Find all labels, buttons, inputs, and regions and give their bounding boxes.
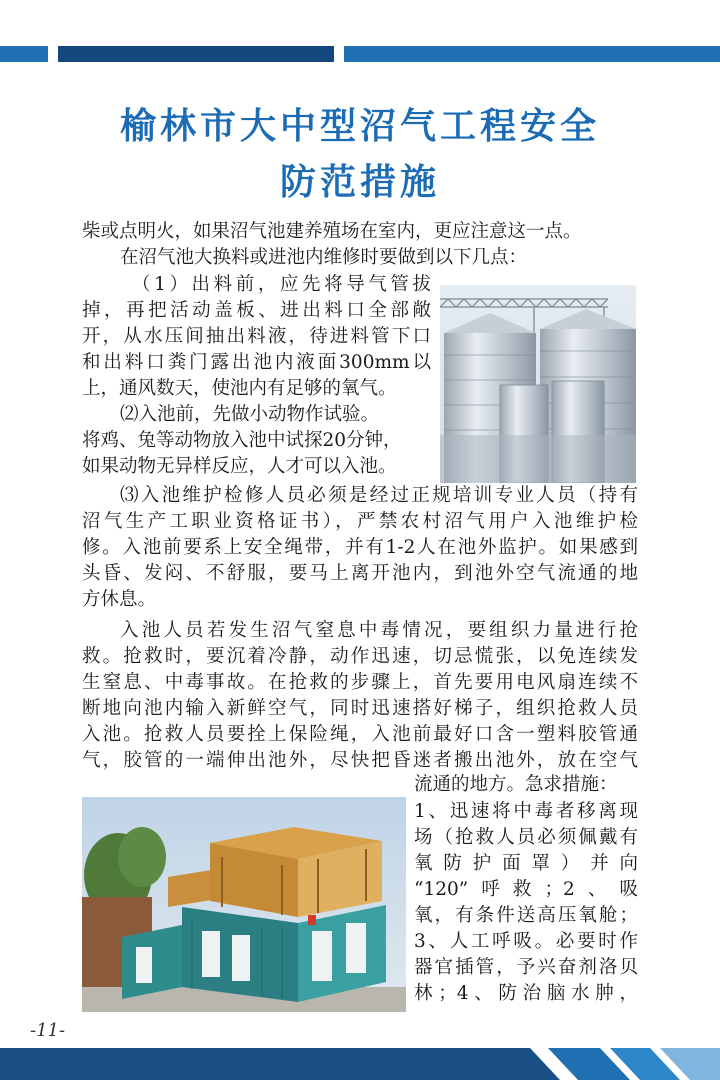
body-line: 方休息。 (82, 589, 157, 610)
body-line: 流通的地方。急求措施： (414, 774, 618, 795)
body-line: （1）出料前，应先将导气管拔 (132, 274, 431, 295)
body-line: 入池。抢救人员要拴上保险绳，入池前最好口含一塑料胶管通 (82, 724, 638, 745)
body-line: 柴或点明火，如果沼气池建养殖场在室内，更应注意这一点。 (82, 221, 582, 242)
body-line: 氧防护面罩）并向 (414, 853, 638, 874)
page-title-line-1: 榆林市大中型沼气工程安全 (119, 106, 600, 147)
body-line: 在沼气池大换料或进池内维修时要做到以下几点： (120, 247, 528, 268)
body-line: 断地向池内输入新鲜空气，同时迅速搭好梯子，组织抢救人员 (82, 698, 638, 719)
header-bar-middle (58, 46, 334, 62)
header-bar-left (0, 46, 48, 62)
body-line: “120”呼救；2、吸 (414, 879, 638, 900)
body-line: 沼气生产工职业资格证书），严禁农村沼气用户入池维护检 (82, 511, 638, 532)
body-line: ⑶入池维护检修人员必须是经过正规培训专业人员（持有 (120, 485, 638, 506)
body-line: 场（抢救人员必须佩戴有 (414, 827, 638, 848)
body-line: 开，从水压间抽出料液，待进料管下口 (82, 326, 431, 347)
body-line: 入池人员若发生沼气窒息中毒情况，要组织力量进行抢 (120, 620, 638, 641)
body-line: 1、迅速将中毒者移离现 (414, 801, 638, 822)
body-line: 氧，有条件送高压氧舱； (414, 905, 638, 926)
body-line: ⑵入池前，先做小动物作试验。 (120, 404, 380, 425)
page-number: -11- (30, 1020, 66, 1041)
body-line: 头昏、发闷、不舒服，要马上离开池内，到池外空气流通的地 (82, 563, 638, 584)
body-line: 林；4、防治脑水肿， (414, 983, 638, 1004)
page-title-line-2: 防范措施 (279, 162, 440, 203)
biogas-equipment-photo (82, 797, 406, 1012)
body-line: 修。入池前要系上安全绳带，并有1-2人在池外监护。如果感到 (82, 537, 638, 558)
body-line: 和出料口粪门露出池内液面300mm以 (82, 352, 431, 373)
body-line: 如果动物无异样反应，人才可以入池。 (82, 456, 397, 477)
footer-stripes (0, 1048, 720, 1080)
body-line: 3、人工呼吸。必要时作 (414, 931, 638, 952)
body-line: 器官插管，予兴奋剂洛贝 (414, 957, 638, 978)
body-line: 救。抢救时，要沉着冷静，动作迅速，切忌慌张，以免连续发 (82, 646, 638, 667)
body-line: 生窒息、中毒事故。在抢救的步骤上，首先要用电风扇连续不 (82, 672, 638, 693)
body-line: 气，胶管的一端伸出池外，尽快把昏迷者搬出池外，放在空气 (82, 750, 638, 771)
body-line: 上，通风数天，使池内有足够的氧气。 (82, 378, 397, 399)
body-line: 掉，再把活动盖板、进出料口全部敞 (82, 300, 431, 321)
body-line: 将鸡、兔等动物放入池中试探20分钟， (82, 430, 402, 451)
header-bar-right (344, 46, 720, 62)
silo-photo (440, 285, 636, 483)
